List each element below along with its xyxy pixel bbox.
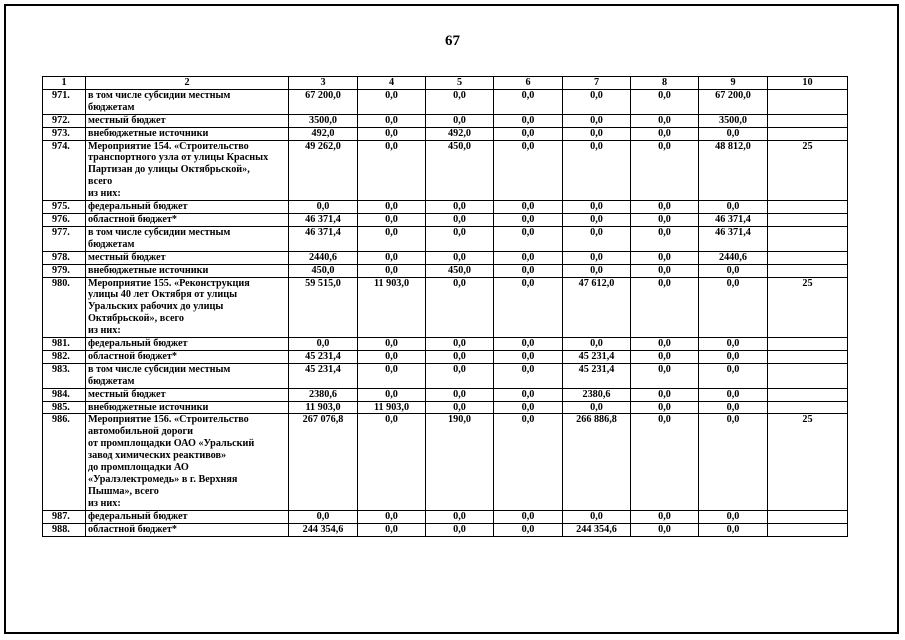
budget-table: [42, 76, 848, 537]
row-value-col9: 0,0: [699, 264, 768, 277]
row-value-col4: 0,0: [358, 414, 426, 510]
row-value-col3: 3500,0: [289, 114, 358, 127]
column-header: 9: [699, 77, 768, 90]
row-value-col9: 0,0: [699, 127, 768, 140]
row-value-col9: 2440,6: [699, 251, 768, 264]
table-row: [43, 523, 848, 536]
table-row: [43, 414, 848, 510]
row-value-col10: 25: [768, 414, 848, 510]
row-value-col4: 0,0: [358, 338, 426, 351]
table-row: [43, 213, 848, 226]
row-value-col4: 0,0: [358, 388, 426, 401]
row-value-col6: 0,0: [494, 89, 563, 114]
row-value-col9: 0,0: [699, 277, 768, 338]
row-value-col9: 0,0: [699, 201, 768, 214]
row-number: 978.: [43, 251, 86, 264]
table-row: [43, 510, 848, 523]
column-header: 8: [631, 77, 699, 90]
row-value-col5: 190,0: [426, 414, 494, 510]
row-number: 986.: [43, 414, 86, 510]
row-name: внебюджетные источники: [86, 264, 289, 277]
row-value-col8: 0,0: [631, 251, 699, 264]
row-value-col10: [768, 226, 848, 251]
row-value-col9: 0,0: [699, 363, 768, 388]
table-row: [43, 350, 848, 363]
row-value-col7: 47 612,0: [563, 277, 631, 338]
column-header: 1: [43, 77, 86, 90]
row-value-col9: 0,0: [699, 401, 768, 414]
row-value-col10: [768, 89, 848, 114]
column-header: 3: [289, 77, 358, 90]
row-value-col7: 244 354,6: [563, 523, 631, 536]
row-value-col7: 0,0: [563, 140, 631, 201]
row-value-col6: 0,0: [494, 401, 563, 414]
row-value-col7: 0,0: [563, 401, 631, 414]
table-row: [43, 277, 848, 338]
row-value-col6: 0,0: [494, 140, 563, 201]
row-number: 988.: [43, 523, 86, 536]
row-value-col6: 0,0: [494, 114, 563, 127]
row-value-col7: 0,0: [563, 338, 631, 351]
row-value-col10: [768, 264, 848, 277]
row-name: местный бюджет: [86, 114, 289, 127]
table-row: [43, 251, 848, 264]
row-value-col4: 0,0: [358, 201, 426, 214]
row-value-col4: 11 903,0: [358, 277, 426, 338]
row-value-col4: 0,0: [358, 213, 426, 226]
row-name: внебюджетные источники: [86, 401, 289, 414]
column-header: 4: [358, 77, 426, 90]
row-value-col6: 0,0: [494, 251, 563, 264]
row-value-col10: [768, 388, 848, 401]
row-name: областной бюджет*: [86, 213, 289, 226]
row-value-col5: 0,0: [426, 388, 494, 401]
row-value-col10: [768, 201, 848, 214]
row-number: 985.: [43, 401, 86, 414]
row-value-col3: 2380,6: [289, 388, 358, 401]
table-row: [43, 140, 848, 201]
row-number: 976.: [43, 213, 86, 226]
row-name: Мероприятие 154. «Строительство транспортного узла от улицы Красных Партизан до улицы Октябрьской», всего из них:: [86, 140, 289, 201]
row-value-col9: 46 371,4: [699, 226, 768, 251]
row-value-col5: 0,0: [426, 363, 494, 388]
row-value-col4: 0,0: [358, 127, 426, 140]
row-name: областной бюджет*: [86, 523, 289, 536]
row-value-col10: [768, 350, 848, 363]
row-value-col8: 0,0: [631, 201, 699, 214]
row-value-col3: 59 515,0: [289, 277, 358, 338]
row-value-col5: 450,0: [426, 264, 494, 277]
row-value-col7: 45 231,4: [563, 350, 631, 363]
row-value-col7: 0,0: [563, 201, 631, 214]
row-value-col6: 0,0: [494, 226, 563, 251]
row-value-col6: 0,0: [494, 264, 563, 277]
row-value-col6: 0,0: [494, 277, 563, 338]
row-name: областной бюджет*: [86, 350, 289, 363]
row-value-col8: 0,0: [631, 140, 699, 201]
row-name: в том числе субсидии местным бюджетам: [86, 226, 289, 251]
row-number: 973.: [43, 127, 86, 140]
row-number: 972.: [43, 114, 86, 127]
row-number: 987.: [43, 510, 86, 523]
row-value-col4: 0,0: [358, 251, 426, 264]
row-value-col6: 0,0: [494, 127, 563, 140]
row-value-col6: 0,0: [494, 414, 563, 510]
row-value-col5: 0,0: [426, 201, 494, 214]
row-value-col5: 450,0: [426, 140, 494, 201]
row-value-col7: 266 886,8: [563, 414, 631, 510]
column-header: 5: [426, 77, 494, 90]
row-value-col4: 0,0: [358, 140, 426, 201]
row-value-col8: 0,0: [631, 510, 699, 523]
row-value-col3: 0,0: [289, 510, 358, 523]
row-value-col8: 0,0: [631, 89, 699, 114]
row-name: федеральный бюджет: [86, 510, 289, 523]
row-number: 979.: [43, 264, 86, 277]
row-value-col3: 46 371,4: [289, 226, 358, 251]
row-value-col3: 267 076,8: [289, 414, 358, 510]
row-value-col6: 0,0: [494, 363, 563, 388]
row-value-col5: 0,0: [426, 523, 494, 536]
row-value-col10: 25: [768, 140, 848, 201]
row-number: 975.: [43, 201, 86, 214]
page-number: 67: [445, 33, 460, 49]
row-value-col9: 48 812,0: [699, 140, 768, 201]
row-value-col4: 0,0: [358, 264, 426, 277]
row-number: 983.: [43, 363, 86, 388]
row-value-col8: 0,0: [631, 401, 699, 414]
row-value-col6: 0,0: [494, 523, 563, 536]
row-name: местный бюджет: [86, 388, 289, 401]
column-header: 7: [563, 77, 631, 90]
row-value-col4: 0,0: [358, 510, 426, 523]
row-value-col9: 0,0: [699, 350, 768, 363]
row-value-col4: 0,0: [358, 226, 426, 251]
row-value-col6: 0,0: [494, 350, 563, 363]
table-row: [43, 363, 848, 388]
table-row: [43, 127, 848, 140]
row-value-col8: 0,0: [631, 414, 699, 510]
column-header: 10: [768, 77, 848, 90]
row-name: федеральный бюджет: [86, 201, 289, 214]
row-value-col10: 25: [768, 277, 848, 338]
row-value-col10: [768, 510, 848, 523]
row-value-col5: 0,0: [426, 251, 494, 264]
row-name: в том числе субсидии местным бюджетам: [86, 363, 289, 388]
row-value-col5: 0,0: [426, 277, 494, 338]
row-value-col7: 0,0: [563, 89, 631, 114]
row-value-col8: 0,0: [631, 127, 699, 140]
row-value-col5: 0,0: [426, 89, 494, 114]
row-value-col7: 0,0: [563, 114, 631, 127]
table-row: [43, 226, 848, 251]
table-row: [43, 338, 848, 351]
row-value-col10: [768, 114, 848, 127]
row-value-col9: 0,0: [699, 510, 768, 523]
table-row: [43, 264, 848, 277]
row-value-col3: 2440,6: [289, 251, 358, 264]
row-value-col3: 46 371,4: [289, 213, 358, 226]
row-value-col8: 0,0: [631, 114, 699, 127]
row-value-col6: 0,0: [494, 510, 563, 523]
row-value-col7: 0,0: [563, 127, 631, 140]
row-number: 984.: [43, 388, 86, 401]
row-value-col8: 0,0: [631, 523, 699, 536]
row-value-col10: [768, 213, 848, 226]
row-value-col9: 3500,0: [699, 114, 768, 127]
row-number: 974.: [43, 140, 86, 201]
row-value-col8: 0,0: [631, 226, 699, 251]
row-value-col3: 45 231,4: [289, 350, 358, 363]
row-value-col6: 0,0: [494, 338, 563, 351]
row-value-col10: [768, 523, 848, 536]
row-name: местный бюджет: [86, 251, 289, 264]
row-number: 977.: [43, 226, 86, 251]
table-row: [43, 89, 848, 114]
row-value-col6: 0,0: [494, 213, 563, 226]
row-value-col10: [768, 127, 848, 140]
row-value-col4: 0,0: [358, 114, 426, 127]
row-value-col8: 0,0: [631, 388, 699, 401]
row-value-col9: 0,0: [699, 523, 768, 536]
row-value-col6: 0,0: [494, 201, 563, 214]
row-value-col5: 0,0: [426, 226, 494, 251]
row-value-col8: 0,0: [631, 213, 699, 226]
row-number: 981.: [43, 338, 86, 351]
row-number: 982.: [43, 350, 86, 363]
column-header: 2: [86, 77, 289, 90]
row-value-col4: 0,0: [358, 350, 426, 363]
row-value-col3: 492,0: [289, 127, 358, 140]
row-value-col7: 0,0: [563, 510, 631, 523]
row-value-col5: 0,0: [426, 401, 494, 414]
row-value-col3: 45 231,4: [289, 363, 358, 388]
row-value-col3: 450,0: [289, 264, 358, 277]
header-row: [43, 77, 848, 90]
table-row: [43, 114, 848, 127]
row-name: федеральный бюджет: [86, 338, 289, 351]
row-value-col10: [768, 401, 848, 414]
row-name: Мероприятие 156. «Строительство автомобильной дороги от промплощадки ОАО «Уральский завод химических реактивов» до промплощадки АО «Уралэлектромедь» в г. Верхняя Пышма», всего из них:: [86, 414, 289, 510]
row-value-col7: 0,0: [563, 264, 631, 277]
row-value-col3: 49 262,0: [289, 140, 358, 201]
row-value-col5: 0,0: [426, 338, 494, 351]
row-value-col9: 0,0: [699, 414, 768, 510]
row-value-col5: 0,0: [426, 350, 494, 363]
row-number: 980.: [43, 277, 86, 338]
row-value-col4: 11 903,0: [358, 401, 426, 414]
row-value-col7: 0,0: [563, 226, 631, 251]
row-value-col9: 46 371,4: [699, 213, 768, 226]
row-value-col9: 0,0: [699, 338, 768, 351]
row-value-col5: 0,0: [426, 114, 494, 127]
row-value-col4: 0,0: [358, 523, 426, 536]
row-value-col5: 0,0: [426, 510, 494, 523]
row-value-col10: [768, 338, 848, 351]
table-row: [43, 388, 848, 401]
row-value-col4: 0,0: [358, 89, 426, 114]
row-value-col9: 0,0: [699, 388, 768, 401]
column-header: 6: [494, 77, 563, 90]
row-value-col8: 0,0: [631, 363, 699, 388]
row-value-col7: 0,0: [563, 213, 631, 226]
row-name: Мероприятие 155. «Реконструкция улицы 40 лет Октября от улицы Уральских рабочих до улицы Октябрьской», всего из них:: [86, 277, 289, 338]
row-name: внебюджетные источники: [86, 127, 289, 140]
row-value-col7: 0,0: [563, 251, 631, 264]
row-value-col7: 2380,6: [563, 388, 631, 401]
row-value-col3: 0,0: [289, 338, 358, 351]
row-value-col9: 67 200,0: [699, 89, 768, 114]
row-value-col7: 45 231,4: [563, 363, 631, 388]
row-value-col5: 492,0: [426, 127, 494, 140]
row-value-col4: 0,0: [358, 363, 426, 388]
row-value-col8: 0,0: [631, 350, 699, 363]
table-row: [43, 201, 848, 214]
row-value-col8: 0,0: [631, 264, 699, 277]
row-value-col8: 0,0: [631, 277, 699, 338]
row-value-col3: 0,0: [289, 201, 358, 214]
row-name: в том числе субсидии местным бюджетам: [86, 89, 289, 114]
row-value-col5: 0,0: [426, 213, 494, 226]
row-value-col3: 244 354,6: [289, 523, 358, 536]
row-value-col10: [768, 251, 848, 264]
row-number: 971.: [43, 89, 86, 114]
row-value-col10: [768, 363, 848, 388]
row-value-col3: 11 903,0: [289, 401, 358, 414]
row-value-col6: 0,0: [494, 388, 563, 401]
table-row: [43, 401, 848, 414]
row-value-col8: 0,0: [631, 338, 699, 351]
row-value-col3: 67 200,0: [289, 89, 358, 114]
